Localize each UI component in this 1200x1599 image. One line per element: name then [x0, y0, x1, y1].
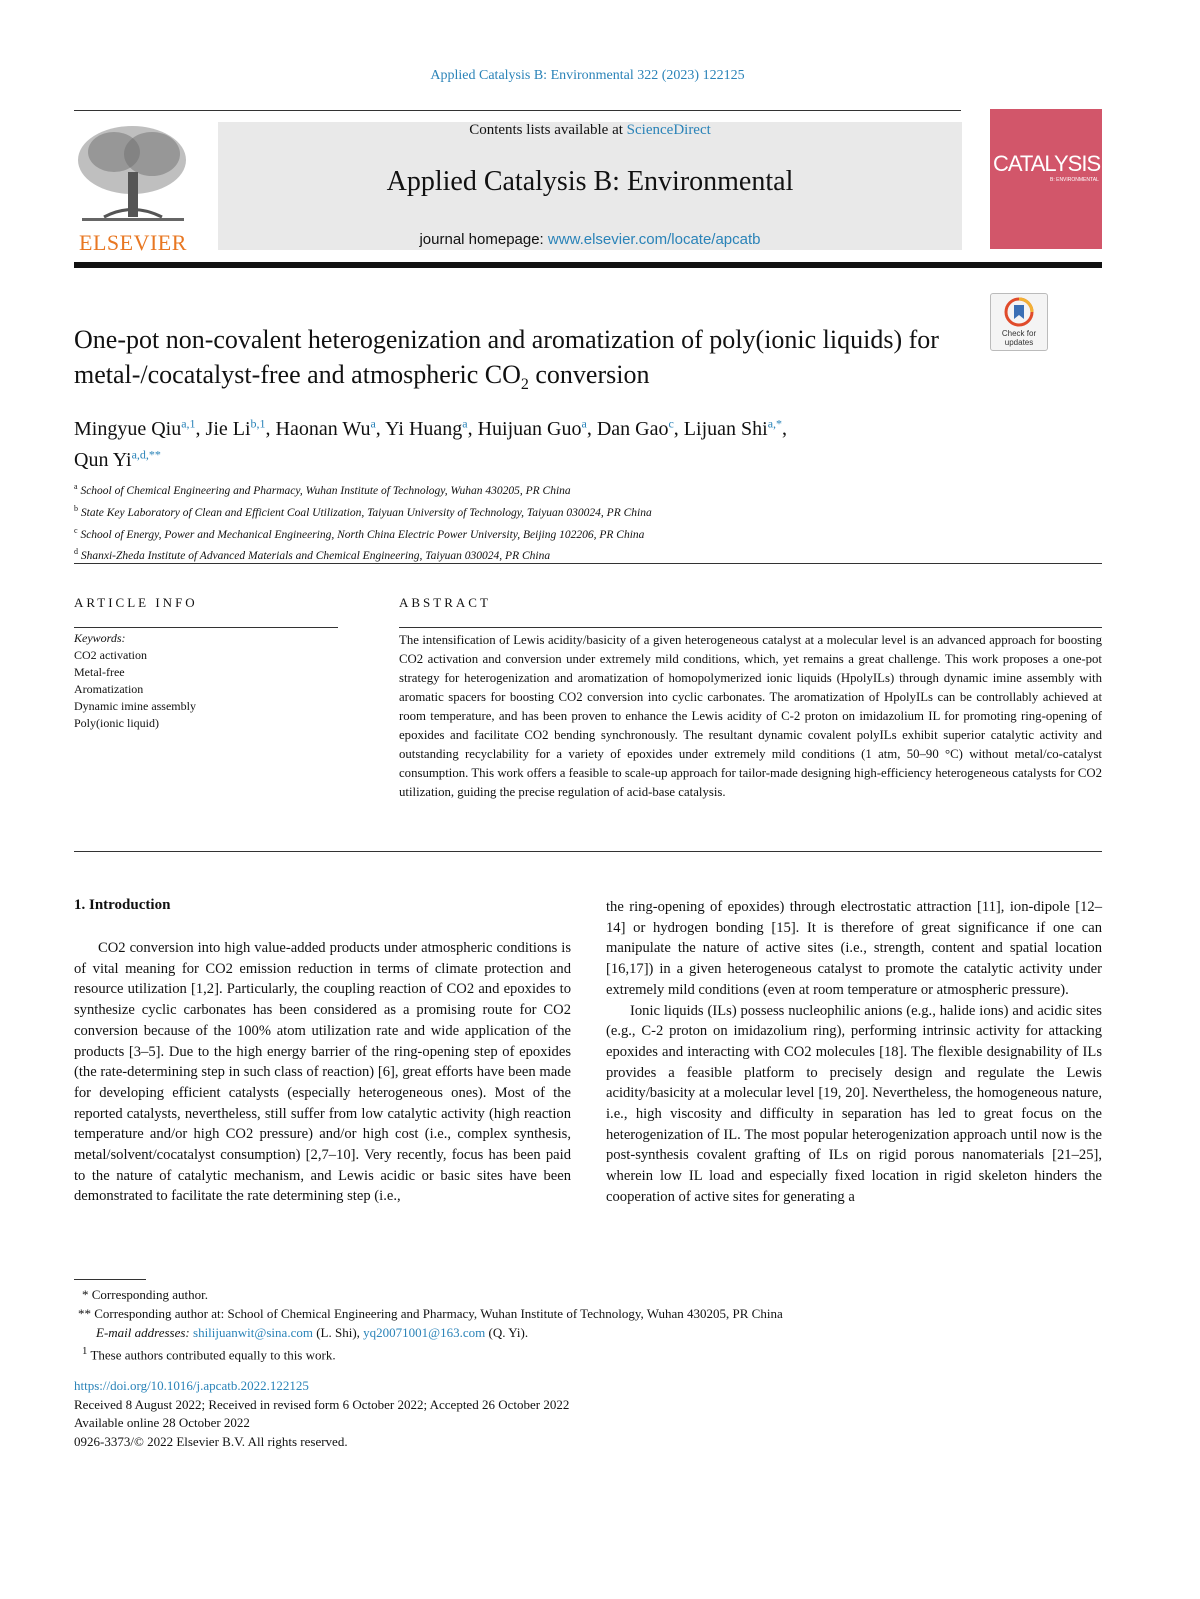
email-link[interactable]: yq20071001@163.com — [363, 1325, 486, 1340]
homepage-line: journal homepage: www.elsevier.com/locate/apcatb — [419, 231, 761, 248]
introduction-left-column — [74, 938, 571, 1207]
keyword: Dynamic imine assembly — [74, 699, 196, 713]
section-rule — [74, 563, 1102, 564]
article-info-rule — [74, 627, 338, 628]
contents-line: Contents lists available at ScienceDirect — [469, 122, 711, 138]
author[interactable]: Mingyue Qiu$^{a,1}$ — [74, 416, 196, 440]
author[interactable]: Qun $Yi^{a,d,**}$ — [74, 447, 161, 472]
journal-cover[interactable] — [990, 109, 1102, 249]
journal-reference[interactable]: Applied Catalysis B: Environmental 322 (2023) 122125 — [430, 68, 745, 83]
footnote: $^1$ These authors contributed equally to this work. — [82, 1345, 336, 1363]
affiliations — [74, 478, 1074, 565]
footnote: ** Corresponding author at: School of Chemical Engineering and Pharmacy, Wuhan Institute of Technology, Wuhan 430205, PR China — [78, 1306, 783, 1321]
affiliation: $^c$ School of Energy, Power and Mechanical Engineering, North China Electric Power University, Beijing 102206, PR China — [74, 525, 645, 541]
paragraph: the ring-opening of epoxides) through electrostatic attraction [11], ion-dipole [12–14] or hydrogen bonding [15]. It is therefore of great significance if one can manipulate the nature of active sites (i.e., strength, content and spatial location [16,17]) in a given heterogeneous catalyst to promote the catalytic activity under extremely mild conditions (even at room temperature or atmospheric pressure). — [606, 899, 1102, 998]
author[interactable]: Jie Li$^{b,1}$ — [205, 416, 266, 440]
keyword: Metal-free — [74, 665, 125, 679]
publication-info — [74, 1377, 1102, 1451]
publisher-wordmark: ELSEVIER — [79, 230, 187, 255]
author[interactable]: Dan Gao$^c$ — [596, 416, 674, 440]
author[interactable]: Haonan Wu$^a$ — [275, 416, 376, 440]
bookmark-icon — [991, 294, 1047, 330]
author[interactable]: Lijuan Shi$^{a,*}$ — [683, 416, 783, 440]
affiliation: $^a$ School of Chemical Engineering and Pharmacy, Wuhan Institute of Technology, Wuhan 430205, PR China — [74, 482, 571, 497]
abstract-rule — [399, 627, 1102, 628]
check-updates-label: Check for updates — [1001, 329, 1037, 347]
header-rule — [74, 110, 961, 111]
journal-masthead — [218, 122, 962, 250]
email-footnote: E-mail addresses: shilijuanwit@sina.com (L. Shi), yq20071001@163.com (Q. Yi). — [96, 1325, 529, 1340]
copyright: 0926-3373/© 2022 Elsevier B.V. All rights reserved. — [74, 1433, 348, 1449]
abstract-heading: ABSTRACT — [399, 595, 491, 610]
affiliation: $^d$ Shanxi-Zheda Institute of Advanced Materials and Chemical Engineering, Taiyuan 030024, PR China — [74, 547, 551, 563]
author[interactable]: Yi Huang$^a$ — [385, 416, 468, 440]
abstract-bottom-rule — [74, 851, 1102, 852]
keyword: CO2 activation — [74, 648, 147, 662]
introduction-heading: 1. Introduction — [74, 897, 171, 913]
doi-link[interactable]: https://doi.org/10.1016/j.apcatb.2022.122125 — [74, 1378, 309, 1393]
keywords-label: Keywords: — [74, 631, 126, 645]
received-dates: Received 8 August 2022; Received in revised form 6 October 2022; Accepted 26 October 2022 — [74, 1396, 570, 1412]
paragraph: CO2 conversion into high value-added products under atmospheric conditions is of vital meaning for CO2 emission reduction in terms of climate protection and resource utilization [1,2]. Particularly, the coupling reaction of CO2 and epoxides to synthesize cyclic carbonates has been considered as a promising route for CO2 conversion because of the 100% atom utilization rate and wide application of the products [3–5]. Due to the high energy barrier of the ring-opening step of epoxides (the rate-determining step in such class of reaction) [6], great efforts have been made for developing efficient catalysts (especially heterogeneous ones). Most of the reported catalysts, nevertheless, still suffer from low catalytic activity (high reaction temperature and/or high CO2 pressure) and/or high cost (i.e., complex synthesis, metal/solvent/cocatalyst consumption) [2,7–10]. Very recently, focus has been paid to the nature of catalytic mechanism, and Lewis acidic or basic sites have been demonstrated to facilitate the rate determining step (i.e., — [74, 940, 571, 1205]
online-date: Available online 28 October 2022 — [74, 1415, 250, 1430]
email-link[interactable]: shilijuanwit@sina.com — [193, 1325, 313, 1340]
footnotes — [74, 1285, 1102, 1364]
keyword: Poly(ionic liquid) — [74, 716, 159, 730]
keywords-block — [74, 630, 338, 732]
check-for-updates-badge[interactable] — [990, 293, 1048, 351]
article-title: One-pot non-covalent heterogenization and aromatization of poly(ionic liquids) for metal-/cocatalyst-free and atmospheric $CO_2$ conversion — [74, 325, 939, 394]
paragraph: Ionic liquids (ILs) possess nucleophilic anions (e.g., halide ions) and acidic sites (e.g., C-2 proton on imidazolium ring), performing intrinsic activity for attacking epoxides and interacting with CO2 molecules [18]. The flexible designability of ILs provides a feasible platform to precisely design and regulate the Lewis acidity/basicity at a molecular level [19, 20]. Nevertheless, the homogeneous nature, i.e., high viscosity and difficulty in separation has led to great focus on the heterogenization of IL. The most popular heterogenization approach until now is the post-synthesis covalent grafting of ILs on rigid porous nanomaterials [21–25], wherein low IL load and especially fixed location in rigid skeleton hinders the cooperation of active sites for generating a — [606, 1002, 1102, 1205]
elsevier-logo[interactable] — [74, 122, 192, 254]
footnote-rule — [74, 1279, 146, 1280]
author[interactable]: Huijuan Guo$^a$ — [477, 416, 587, 440]
author-list: Mingyue Qiu$^{a,1}$, Jie Li$^{b,1}$, Haonan Wu$^a$, Yi Huang$^a$, Huijuan Guo$^a$, Dan Gao$^c$, Lijuan Shi$^{a,*}$, Qun $Yi^{a,d,**}$ — [74, 416, 788, 472]
sciencedirect-link[interactable]: ScienceDirect — [626, 122, 711, 138]
abstract-text: The intensification of Lewis acidity/basicity of a given heterogeneous catalyst at a molecular level is an advanced approach for boosting CO2 activation and conversion under extremely mild conditions, which, yet remains a great challenge. This work proposes a one-pot strategy for heterogenization and aromatization of homopolymerized ionic liquids (HpolyILs) through dynamic imine assembly with aromatic spacers for boosting CO2 conversion into cyclic carbonates. The aromatization of HpolyILs can be controllably achieved at room temperature, and has been proven to enhance the Lewis acidity of C-2 proton on imidazolium IL for promoting ring-opening of epoxides and facilitate CO2 bending synchronously. The resultant dynamic covalent polyILs exhibit superior catalytic activity and outstanding recyclability for a variety of epoxides under extremely mild conditions (1 atm, 50–90 °C) without metal/co-catalyst consumption. This work offers a feasible to scale-up approach for tailor-made designing high-efficiency heterogeneous catalysts for CO2 utilization, guiding the precise regulation of acid-base catalysis. — [399, 633, 1102, 799]
introduction-right-column — [606, 897, 1102, 1208]
footnote: * Corresponding author. — [82, 1287, 209, 1302]
journal-homepage-link[interactable]: www.elsevier.com/locate/apcatb — [547, 231, 761, 248]
affiliation: $^b$ State Key Laboratory of Clean and Efficient Coal Utilization, Taiyuan University of Technology, Taiyuan 030024, PR China — [74, 503, 652, 519]
masthead-rule — [74, 262, 1102, 268]
cover-subtitle: B: ENVIRONMENTAL — [1050, 177, 1099, 183]
journal-title: Applied Catalysis B: Environmental — [386, 166, 794, 197]
cover-title: CATALYSIS — [993, 151, 1101, 176]
keyword: Aromatization — [74, 682, 144, 696]
article-info-heading: ARTICLE INFO — [74, 595, 198, 610]
